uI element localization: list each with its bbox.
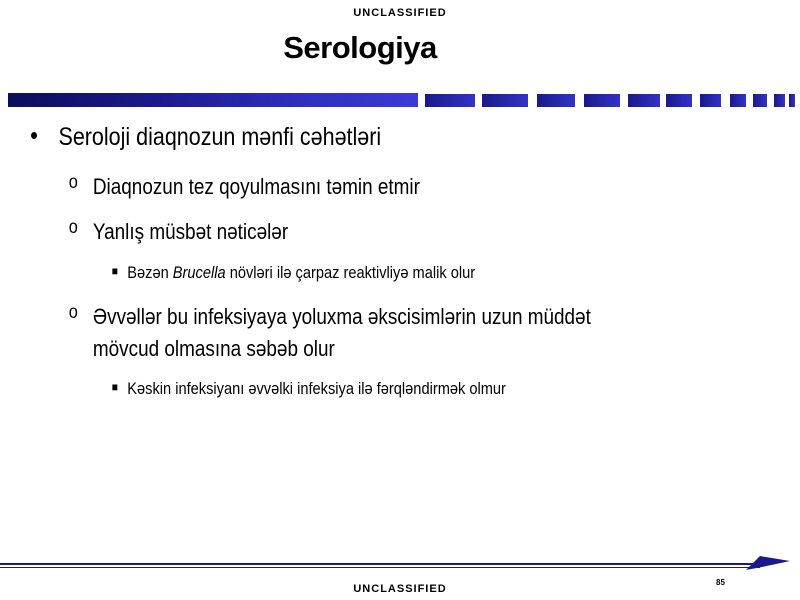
bullet-level2-item-continued: mövcud olmasına səbəb olur (92, 336, 335, 361)
bullet-circle-icon: o (68, 172, 78, 193)
classification-top: UNCLASSIFIED (353, 7, 447, 19)
bullet-dot-icon: • (30, 120, 38, 150)
header-bar-segment (789, 94, 795, 107)
slide-title: Serologiya (283, 30, 437, 65)
detail-text-post: növləri ilə çarpaz reaktivliyə malik olur (225, 263, 476, 282)
header-bar-segment (730, 94, 746, 107)
bullet-level1-main: Seroloji diaqnozun mənfi cəhətləri (58, 123, 382, 151)
header-bar-segment (425, 94, 475, 107)
bullet-circle-icon: o (68, 302, 78, 323)
page-number: 85 (716, 578, 725, 587)
detail-text-pre: Bəzən (127, 263, 173, 282)
detail-text-italic: Brucella (172, 263, 226, 282)
header-gradient-bar (8, 93, 418, 107)
header-bar-segment (584, 94, 620, 107)
header-bar-segment (774, 94, 785, 107)
header-bar-segment (700, 94, 721, 107)
header-bar-segment (753, 94, 767, 107)
footer-line (0, 563, 760, 565)
bullet-level2-item: Əvvəllər bu infeksiyaya yoluxma əkscisimlərin uzun müddət (92, 304, 591, 329)
header-bar-segment (628, 94, 660, 107)
classification-bottom: UNCLASSIFIED (353, 583, 447, 595)
bullet-square-icon: ■ (111, 264, 119, 278)
bullet-level3-item (127, 263, 475, 283)
footer-arrow-icon (746, 552, 792, 572)
header-bar-segment (482, 94, 528, 107)
bullet-level3-item: Kəskin infeksiyanı əvvəlki infeksiya ilə fərqləndirmək olmur (127, 379, 506, 398)
bullet-square-icon: ■ (111, 380, 119, 394)
bullet-level2-item: Diaqnozun tez qoyulmasını təmin etmir (92, 174, 420, 199)
bullet-level2-item: Yanlış müsbət nəticələr (92, 219, 289, 244)
header-bar-segment (666, 94, 692, 107)
footer-line (0, 567, 760, 568)
bullet-circle-icon: o (68, 217, 78, 238)
header-bar-segment (537, 94, 575, 107)
